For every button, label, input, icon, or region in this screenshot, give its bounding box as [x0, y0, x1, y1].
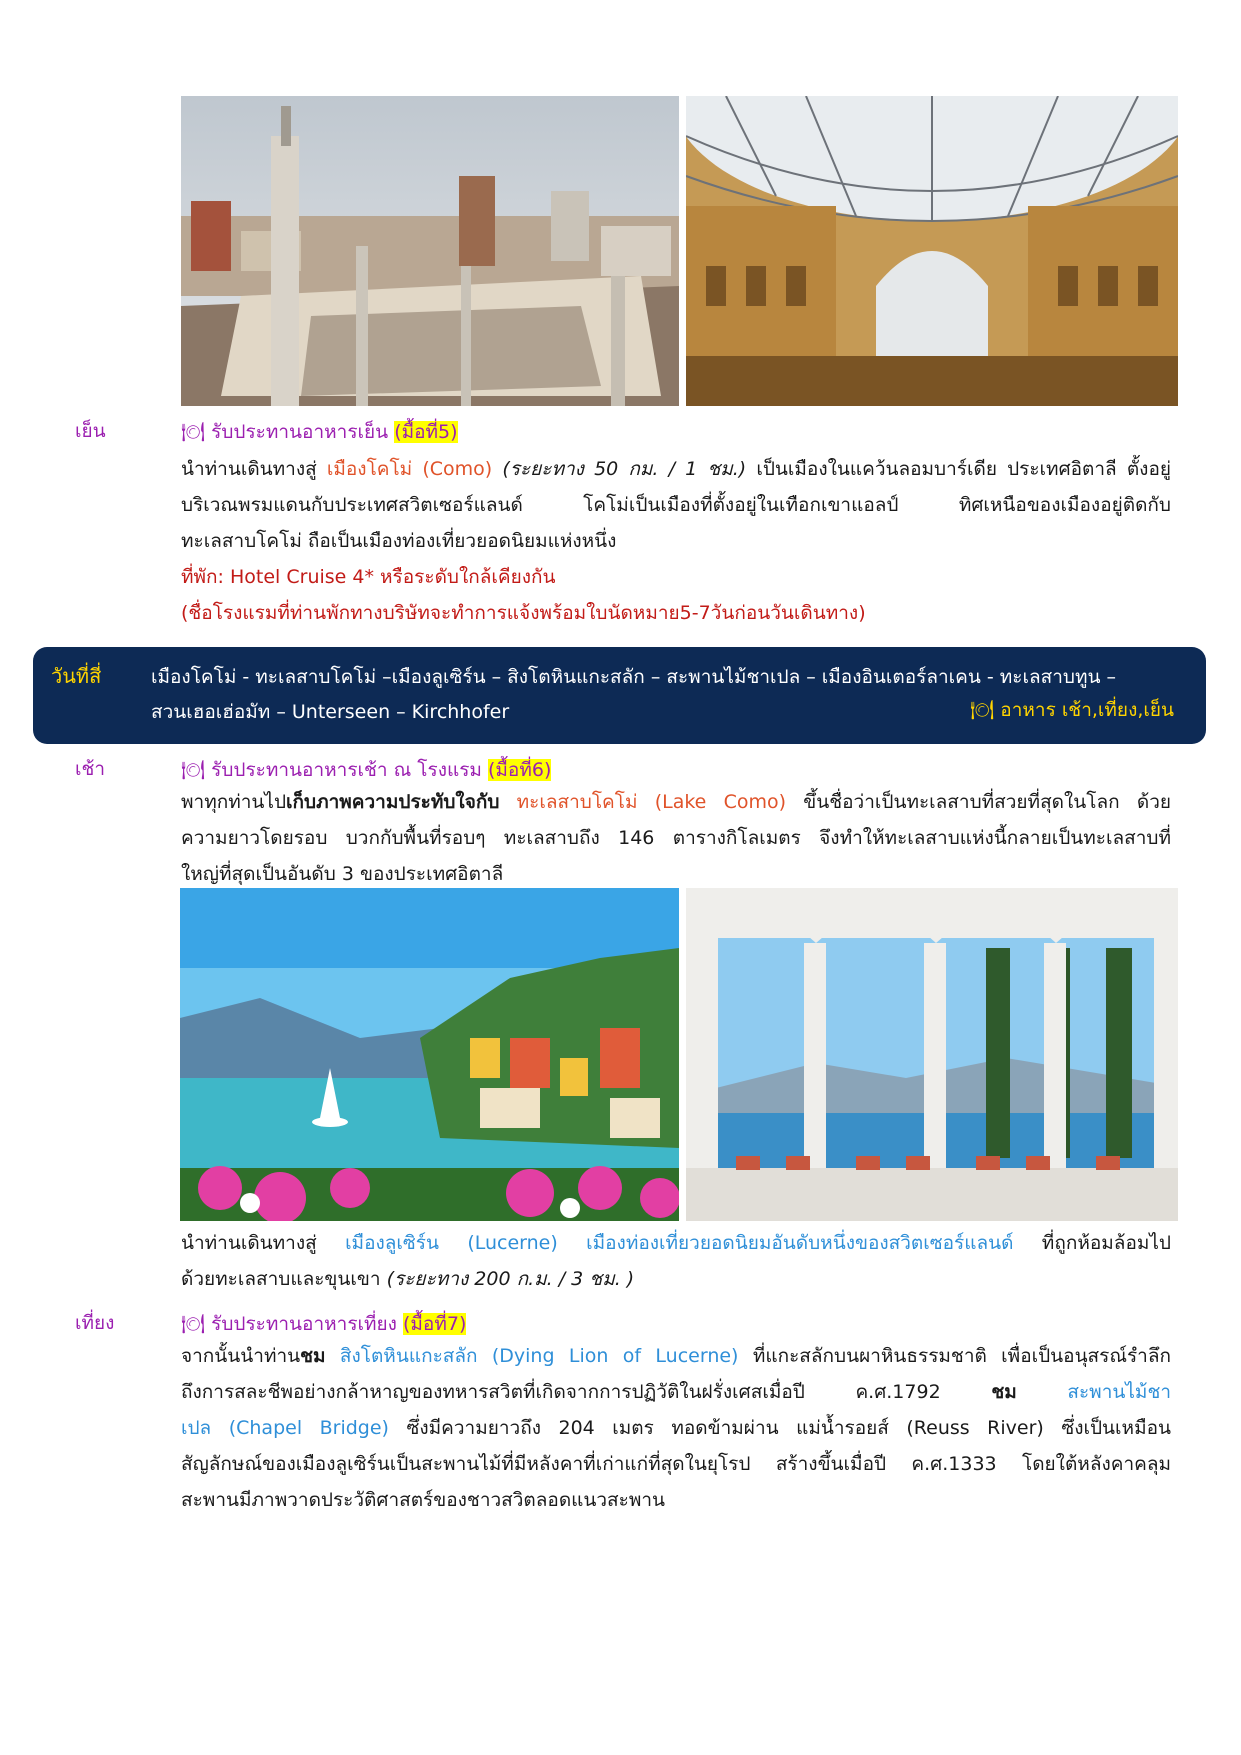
breakfast-meal-text: รับประทานอาหารเช้า ณ โรงแรม — [211, 759, 482, 781]
time-label-evening: เย็น — [75, 420, 106, 442]
lake-como-place-name: ทะเลสาบโคโม่ (Lake Como) — [499, 791, 787, 813]
breakfast-meal-number: (มื้อที่6) — [488, 759, 552, 781]
lion-line-2: ถึงการสละชีพอย่างกล้าหาญของทหารสวิตที่เกิดจากการปฏิวัติในฝรั่งเศสเมื่อปี ค.ศ.1792 ชม สะพานไม้ชา — [181, 1381, 1172, 1403]
day-route-line-2: สวนเฮอเฮ่อมัท – Unterseen – Kirchhofer — [151, 701, 510, 723]
lunch-meal-text: รับประทานอาหารเที่ยง — [211, 1313, 397, 1335]
meal-icon: 🍽 — [970, 699, 995, 721]
arches-lake-view-photo — [686, 888, 1178, 1221]
lucerne-paragraph — [181, 1225, 1171, 1297]
lion-line-5: สะพานมีภาพวาดประวัติศาสตร์ของชาวสวิตลอดแนวสะพาน — [181, 1489, 666, 1511]
day-route-line-1: เมืองโคโม่ - ทะเลสาบโคโม่ –เมืองลูเซิร์น – สิงโตหินแกะสลัก – สะพานไม้ชาเปล – เมืองอินเตอร์ลาเคน - ทะเลสาบทูน – — [151, 666, 1117, 688]
lake-como-line-3: ใหญ่ที่สุดเป็นอันดับ 3 ของประเทศอิตาลี — [181, 863, 504, 885]
como-line-3: ทะเลสาบโคโม่ ถือเป็นเมืองท่องเที่ยวยอดนิยมแห่งหนึ่ง — [181, 530, 617, 552]
lion-line-1: จากนั้นนำท่านชม สิงโตหินแกะสลัก (Dying Lion of Lucerne) ที่แกะสลักบนผาหินธรรมชาติ เพื่อเป็นอนุสรณ์รำลึก — [181, 1345, 1172, 1367]
hotel-line: ที่พัก: Hotel Cruise 4* หรือระดับใกล้เคียงกัน — [181, 566, 556, 588]
milan-rooftop-photo — [181, 96, 679, 406]
day-meals — [970, 695, 1174, 725]
lunch-meal-line — [181, 1309, 466, 1339]
como-distance: (ระยะทาง 50 กม. / 1 ชม.) — [492, 458, 747, 480]
como-paragraph — [181, 451, 1171, 631]
lion-bridge-paragraph — [181, 1338, 1171, 1518]
day-label: วันที่สี่ — [51, 664, 102, 688]
lake-como-line-2: ความยาวโดยรอบ บวกกับพื้นที่รอบๆ ทะเลสาบถึง 146 ตารางกิโลเมตร จึงทำให้ทะเลสาบแห่งนี้กลายเป็นทะเลสาบที่ — [181, 827, 1171, 849]
lake-como-paragraph — [181, 784, 1171, 892]
como-line-1: นำท่านเดินทางสู่ เมืองโคโม่ (Como) (ระยะทาง 50 กม. / 1 ชม.) เป็นเมืองในแคว้นลอมบาร์เดีย ประเทศอิตาลี ตั้งอยู่ — [181, 458, 1171, 480]
day-four-banner — [33, 647, 1206, 744]
galleria-dome-photo — [686, 96, 1178, 406]
chapel-bridge-name-b: เปล (Chapel Bridge) — [181, 1417, 389, 1439]
lucerne-place-name: เมืองลูเซิร์น (Lucerne) เมืองท่องเที่ยวยอดนิยมอันดับหนึ่งของสวิตเซอร์แลนด์ — [345, 1232, 1014, 1254]
hotel-note: (ชื่อโรงแรมที่ท่านพักทางบริษัทจะทำการแจ้งพร้อมใบนัดหมาย5-7วันก่อนวันเดินทาง) — [181, 602, 866, 624]
meal-icon: 🍽 — [181, 1313, 206, 1335]
como-place-name: เมืองโคโม่ (Como) — [326, 458, 493, 480]
meal-icon: 🍽 — [181, 421, 206, 443]
lucerne-line-2: ด้วยทะเลสาบและขุนเขา (ระยะทาง 200 ก.ม. / 3 ชม. ) — [181, 1268, 635, 1290]
lake-como-line-1: พาทุกท่านไปเก็บภาพความประทับใจกับ ทะเลสาบโคโม่ (Lake Como) ขึ้นชื่อว่าเป็นทะเลสาบที่สวยที่สุดในโลก ด้วย — [181, 791, 1171, 813]
como-line-2: บริเวณพรมแดนกับประเทศสวิตเซอร์แลนด์ โคโม่เป็นเมืองที่ตั้งอยู่ในเทือกเขาแอลป์ ทิศเหนือของเมืองอยู่ติดกับ — [181, 494, 1171, 516]
lion-line-3: เปล (Chapel Bridge) ซึ่งมีความยาวถึง 204 เมตร ทอดข้ามผ่าน แม่น้ำรอยส์ (Reuss River) ซึ่งเป็นเหมือน — [181, 1417, 1171, 1439]
day-meals-text: อาหาร เช้า,เที่ยง,เย็น — [1000, 699, 1174, 721]
lunch-meal-number: (มื้อที่7) — [403, 1313, 467, 1335]
dinner-meal-number: (มื้อที่5) — [394, 421, 458, 443]
time-label-morning: เช้า — [75, 758, 106, 780]
meal-icon: 🍽 — [181, 759, 206, 781]
dinner-meal-line — [181, 417, 458, 447]
lucerne-distance: (ระยะทาง 200 ก.ม. / 3 ชม. ) — [386, 1268, 635, 1290]
lake-como-village-photo — [180, 888, 679, 1221]
dying-lion-name: สิงโตหินแกะสลัก (Dying Lion of Lucerne) — [325, 1345, 739, 1367]
dinner-meal-text: รับประทานอาหารเย็น — [211, 421, 389, 443]
lucerne-line-1: นำท่านเดินทางสู่ เมืองลูเซิร์น (Lucerne) เมืองท่องเที่ยวยอดนิยมอันดับหนึ่งของสวิตเซอร์แลนด์ ที่ถูกห้อมล้อมไป — [181, 1232, 1171, 1254]
time-label-noon: เที่ยง — [75, 1312, 115, 1334]
lion-line-4: สัญลักษณ์ของเมืองลูเซิร์นเป็นสะพานไม้ที่มีหลังคาที่เก่าแก่ที่สุดในยุโรป สร้างขึ้นเมื่อปี ค.ศ.1333 โดยใต้หลังคาคลุม — [181, 1453, 1171, 1475]
chapel-bridge-name-a: สะพานไม้ชา — [1016, 1381, 1172, 1403]
breakfast-meal-line — [181, 755, 551, 785]
